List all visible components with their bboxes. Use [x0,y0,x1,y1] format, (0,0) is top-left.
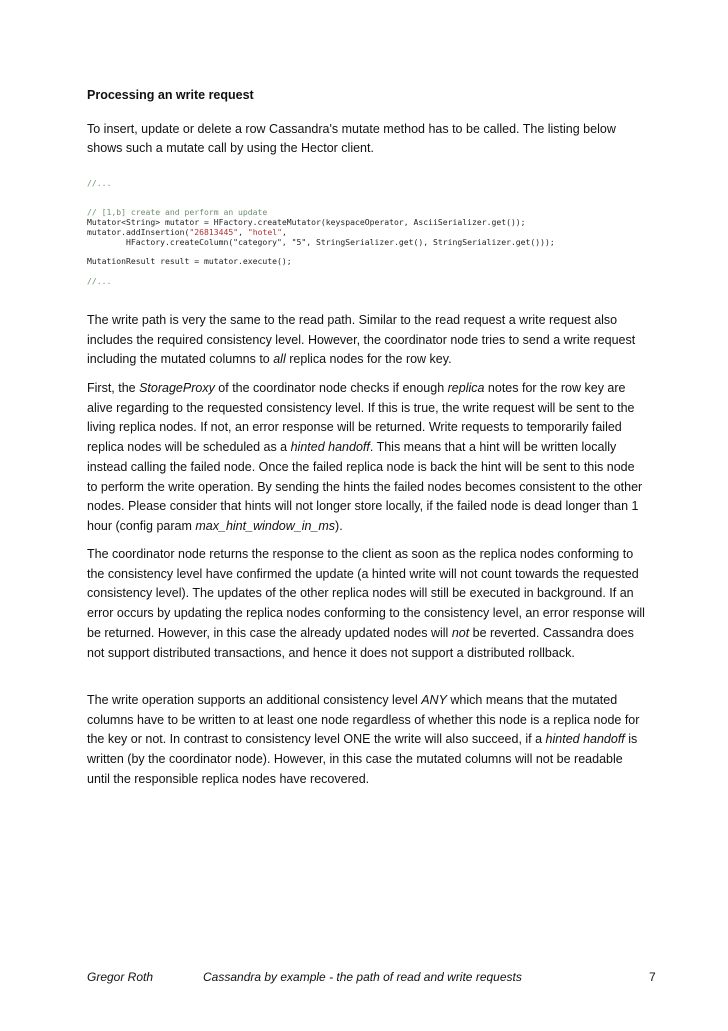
page-number: 7 [649,970,656,984]
footer-author: Gregor Roth [87,970,154,984]
code-comment-3: //... [87,275,112,286]
section-heading: Processing an write request [87,88,254,102]
code-string-key: "26813445" [189,226,239,237]
paragraph-write-path: The write path is very the same to the read path. Similar to the read request a write request also includes the required consistency level. However, the coordinator node tries to send a write request including the mutated columns to all replica nodes for the row key. [87,313,636,367]
paragraph-storage-proxy: First, the StorageProxy of the coordinator node checks if enough replica notes for the row key are alive regarding to the requested consistency level. If this is true, the write request will be sent to the living replica nodes. If not, an error response will be returned. Write requests to temporarily failed replica nodes will be scheduled as a hinted handoff. This means that a hint will be written locally instead calling the failed node. Once the failed replica node is back the hint will be sent to this node to perform the write operation. By sending the hints the failed nodes becomes consistent to the other nodes. Please consider that hints will not longer store locally, if the failed node is dead longer than 1 hour (config param max_hint_window_in_ms). [87,381,643,533]
footer-title: Cassandra by example - the path of read and write requests [203,970,522,984]
code-string-cf: "hotel" [247,226,282,237]
paragraph-consistency-any: The write operation supports an additional consistency level ANY which means that the mutated columns have to be written to at least one node regardless of whether this node is a replica node for the key or not. In contrast to consistency level ONE the write will also succeed, if a hinted handoff is written (by the coordinator node). However, in this case the mutated columns will not be readable until the responsible replica nodes have recovered. [87,693,640,786]
intro-paragraph: To insert, update or delete a row Cassandra's mutate method has to be called. The listing below shows such a mutate call by using the Hector client. [87,122,616,155]
code-comment-2: // [1,b] create and perform an update [87,207,268,218]
paragraph-coordinator-response: The coordinator node returns the response to the client as soon as the replica nodes conforming to the consistency level have confirmed the update (a hinted write will not count towards the requested consistency level). The updates of the other replica nodes will still be executed in background. If an error occurs by updating the replica nodes conforming to the consistency level, an error response will be returned. However, in this case the already updated nodes will not be reverted. Cassandra does not support distributed transactions, and hence it does not support a distributed rollback. [87,547,645,660]
code-line-mutator: Mutator<String> mutator = HFactory.createMutator(keyspaceOperator, AsciiSerializer.get()); [87,217,526,228]
code-comment-1: //... [87,178,112,188]
code-line-execute: MutationResult result = mutator.execute(); [87,256,292,267]
code-line-insertion: mutator.addInsertion("26813445", "hotel", [87,226,287,237]
code-listing [87,179,647,287]
code-line-column: HFactory.createColumn("category", "5", StringSerializer.get(), StringSerializer.get())); [87,236,555,247]
